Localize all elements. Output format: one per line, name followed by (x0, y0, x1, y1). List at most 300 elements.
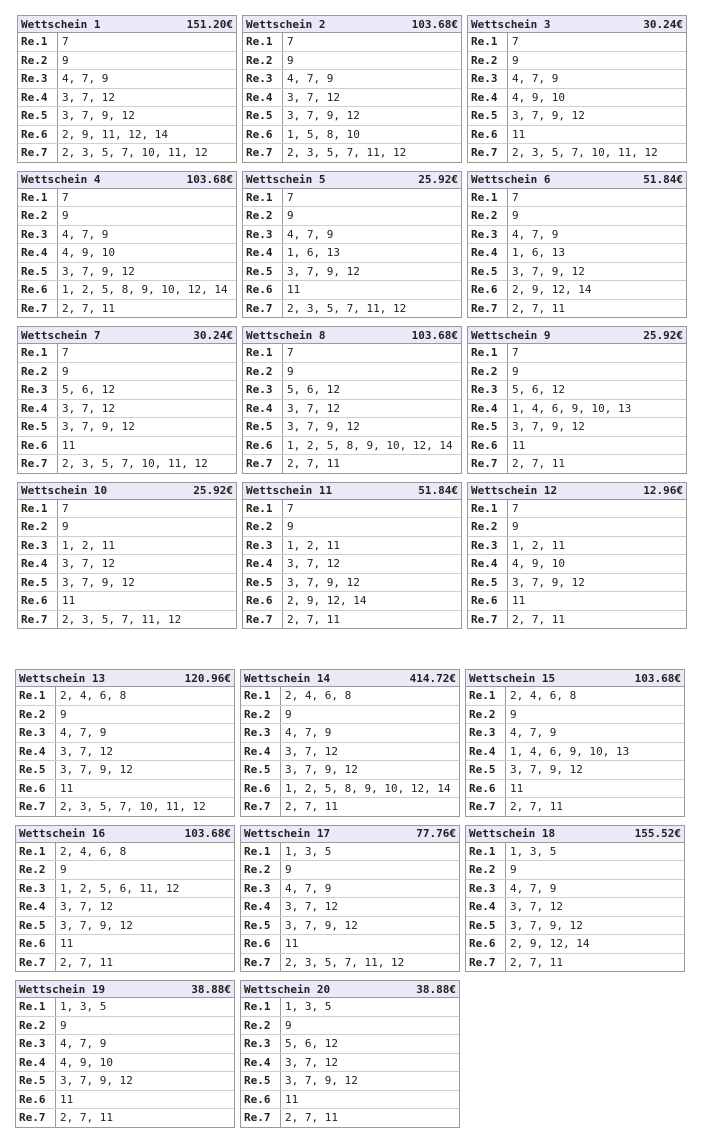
bet-row (18, 244, 236, 263)
bet-row (18, 611, 236, 629)
bet-row (241, 1054, 459, 1073)
race-label: Re.1 (18, 33, 58, 51)
race-selection: 3, 7, 9, 12 (60, 918, 133, 932)
race-label: Re.1 (468, 33, 508, 51)
bet-slip-card (242, 171, 462, 319)
race-label: Re.4 (241, 1054, 281, 1072)
bet-slip-card (17, 171, 237, 319)
bet-slip-card (15, 825, 235, 973)
race-label: Re.4 (468, 555, 508, 573)
bet-row (468, 381, 686, 400)
race-label: Re.6 (243, 592, 283, 610)
race-label: Re.6 (18, 126, 58, 144)
bet-row (241, 880, 459, 899)
race-selection: 1, 3, 5 (510, 844, 557, 858)
race-selection: 11 (285, 1092, 299, 1106)
bet-row (16, 1109, 234, 1127)
bet-row (241, 724, 459, 743)
bet-row (241, 898, 459, 917)
bet-row (243, 518, 461, 537)
race-label: Re.1 (243, 500, 283, 518)
bet-row (468, 418, 686, 437)
race-label: Re.4 (468, 400, 508, 418)
race-label: Re.4 (243, 244, 283, 262)
race-selection: 2, 7, 11 (285, 800, 338, 814)
race-label: Re.2 (241, 1017, 281, 1035)
bet-slip-title: Wettschein 19 (19, 982, 106, 996)
bet-row (243, 226, 461, 245)
race-selection: 3, 7, 9, 12 (510, 918, 583, 932)
bet-slip-header (243, 327, 461, 344)
bet-row (466, 743, 684, 762)
bet-slip-amount: 103.68€ (411, 17, 458, 31)
bet-slip-amount: 103.68€ (634, 671, 681, 685)
race-selection: 9 (287, 364, 294, 378)
race-selection: 3, 7, 9, 12 (512, 264, 585, 278)
race-selection: 7 (287, 35, 294, 49)
bet-row (243, 537, 461, 556)
race-selection: 11 (60, 937, 74, 951)
bet-row (243, 400, 461, 419)
race-label: Re.1 (18, 500, 58, 518)
race-label: Re.7 (243, 300, 283, 318)
race-label: Re.6 (243, 281, 283, 299)
bet-row (16, 1035, 234, 1054)
bet-row (243, 189, 461, 208)
bet-row (16, 898, 234, 917)
bet-slip-header (241, 981, 459, 998)
bet-row (16, 1054, 234, 1073)
bet-slip-header (18, 327, 236, 344)
bet-row (18, 144, 236, 162)
race-label: Re.1 (243, 33, 283, 51)
race-label: Re.2 (243, 363, 283, 381)
bet-slip-card (17, 326, 237, 474)
race-label: Re.2 (466, 861, 506, 879)
bet-slip-amount: 414.72€ (409, 671, 456, 685)
bet-row (468, 33, 686, 52)
bet-row (16, 935, 234, 954)
race-label: Re.3 (243, 381, 283, 399)
race-selection: 3, 7, 12 (62, 557, 115, 571)
bet-row (466, 780, 684, 799)
race-label: Re.1 (18, 344, 58, 362)
race-label: Re.5 (243, 574, 283, 592)
race-label: Re.4 (16, 898, 56, 916)
bet-row (466, 843, 684, 862)
bet-row (468, 226, 686, 245)
bet-row (241, 917, 459, 936)
race-label: Re.1 (243, 344, 283, 362)
race-selection: 7 (512, 190, 519, 204)
race-label: Re.3 (243, 226, 283, 244)
race-label: Re.6 (468, 126, 508, 144)
race-selection: 1, 2, 11 (287, 538, 340, 552)
race-label: Re.2 (468, 363, 508, 381)
race-label: Re.2 (243, 52, 283, 70)
bet-row (241, 1035, 459, 1054)
race-selection: 2, 7, 11 (512, 612, 565, 626)
bet-row (243, 207, 461, 226)
bet-row (468, 300, 686, 318)
bet-row (468, 555, 686, 574)
race-selection: 2, 3, 5, 7, 10, 11, 12 (62, 146, 208, 160)
bet-row (241, 954, 459, 972)
bet-row (16, 743, 234, 762)
race-selection: 2, 3, 5, 7, 11, 12 (287, 146, 407, 160)
bet-slip-card (465, 669, 685, 817)
race-label: Re.2 (241, 861, 281, 879)
race-selection: 3, 7, 9, 12 (287, 109, 360, 123)
bet-row (468, 244, 686, 263)
race-selection: 7 (512, 35, 519, 49)
race-selection: 9 (287, 53, 294, 67)
race-selection: 11 (60, 1092, 74, 1106)
bet-slip-title: Wettschein 13 (19, 671, 106, 685)
bet-slip-amount: 120.96€ (184, 671, 231, 685)
bet-row (243, 52, 461, 71)
race-selection: 2, 3, 5, 7, 10, 11, 12 (62, 457, 208, 471)
race-label: Re.6 (18, 281, 58, 299)
race-selection: 11 (62, 438, 76, 452)
race-selection: 4, 7, 9 (510, 726, 557, 740)
bet-row (18, 300, 236, 318)
race-label: Re.7 (18, 300, 58, 318)
bet-row (468, 363, 686, 382)
race-label: Re.5 (18, 574, 58, 592)
bet-row (466, 687, 684, 706)
race-selection: 11 (510, 781, 524, 795)
bet-row (16, 843, 234, 862)
race-label: Re.2 (18, 518, 58, 536)
bet-slip-amount: 103.68€ (186, 173, 233, 186)
bet-row (16, 861, 234, 880)
race-label: Re.3 (468, 226, 508, 244)
race-selection: 2, 4, 6, 8 (60, 689, 127, 703)
race-selection: 1, 3, 5 (285, 1000, 332, 1014)
bet-slip-header (18, 16, 236, 33)
race-selection: 9 (510, 707, 517, 721)
bet-row (16, 724, 234, 743)
race-label: Re.3 (468, 537, 508, 555)
race-label: Re.4 (468, 89, 508, 107)
race-selection: 3, 7, 9, 12 (62, 264, 135, 278)
race-label: Re.3 (16, 1035, 56, 1053)
bet-row (243, 300, 461, 318)
bet-row (466, 724, 684, 743)
bet-row (466, 706, 684, 725)
bet-slip-title: Wettschein 1 (21, 17, 101, 31)
race-selection: 2, 7, 11 (62, 301, 115, 315)
race-selection: 4, 7, 9 (60, 726, 107, 740)
bet-row (241, 706, 459, 725)
race-selection: 11 (285, 937, 299, 951)
bet-row (16, 706, 234, 725)
bet-slip-card (467, 482, 687, 630)
bet-slip-header (18, 172, 236, 189)
race-selection: 7 (62, 190, 69, 204)
race-label: Re.2 (18, 363, 58, 381)
bet-slip-card (242, 482, 462, 630)
race-selection: 3, 7, 12 (62, 401, 115, 415)
bet-slip-title: Wettschein 5 (246, 173, 326, 186)
race-selection: 3, 7, 9, 12 (62, 420, 135, 434)
bet-row (16, 998, 234, 1017)
bet-row (18, 500, 236, 519)
race-label: Re.2 (243, 518, 283, 536)
bet-slip-title: Wettschein 11 (246, 484, 333, 497)
race-label: Re.2 (16, 706, 56, 724)
race-label: Re.7 (243, 611, 283, 629)
bet-row (18, 518, 236, 537)
race-label: Re.6 (466, 935, 506, 953)
race-selection: 3, 7, 12 (285, 900, 338, 914)
race-label: Re.6 (468, 592, 508, 610)
race-selection: 9 (60, 1018, 67, 1032)
race-label: Re.3 (18, 381, 58, 399)
bet-slip-title: Wettschein 16 (19, 827, 106, 840)
bet-slip-grid-top (17, 15, 687, 626)
bet-row (243, 107, 461, 126)
bet-row (468, 537, 686, 556)
bet-slip-title: Wettschein 4 (21, 173, 101, 186)
race-label: Re.6 (18, 592, 58, 610)
bet-row (18, 592, 236, 611)
bet-slip-title: Wettschein 6 (471, 173, 551, 186)
race-selection: 4, 7, 9 (510, 881, 557, 895)
bet-row (18, 537, 236, 556)
bet-row (241, 743, 459, 762)
bet-slip-amount: 38.88€ (191, 982, 231, 996)
bet-slip-title: Wettschein 8 (246, 328, 326, 342)
race-label: Re.2 (468, 52, 508, 70)
bet-row (468, 144, 686, 162)
race-selection: 1, 5, 8, 10 (287, 127, 360, 141)
bet-row (18, 455, 236, 473)
race-label: Re.3 (468, 381, 508, 399)
bet-row (243, 418, 461, 437)
race-label: Re.3 (18, 537, 58, 555)
race-selection: 2, 4, 6, 8 (60, 844, 127, 858)
race-selection: 3, 7, 9, 12 (60, 763, 133, 777)
race-label: Re.4 (243, 400, 283, 418)
race-selection: 7 (287, 501, 294, 515)
bet-slip-title: Wettschein 12 (471, 484, 558, 497)
race-label: Re.7 (468, 611, 508, 629)
race-label: Re.4 (466, 898, 506, 916)
bet-row (241, 1017, 459, 1036)
race-label: Re.1 (241, 843, 281, 861)
race-selection: 11 (512, 594, 526, 608)
bet-slip-header (468, 16, 686, 33)
race-selection: 7 (287, 190, 294, 204)
race-selection: 2, 3, 5, 7, 10, 11, 12 (512, 146, 658, 160)
race-label: Re.5 (243, 107, 283, 125)
bet-row (466, 861, 684, 880)
race-selection: 9 (62, 364, 69, 378)
race-selection: 9 (285, 707, 292, 721)
race-label: Re.1 (243, 189, 283, 207)
bet-slip-title: Wettschein 7 (21, 328, 101, 342)
race-selection: 9 (60, 863, 67, 877)
bet-row (468, 189, 686, 208)
bet-slip-card (467, 15, 687, 163)
race-label: Re.6 (241, 935, 281, 953)
bet-row (468, 126, 686, 145)
race-selection: 3, 7, 9, 12 (60, 1074, 133, 1088)
bet-row (468, 518, 686, 537)
bet-slip-amount: 25.92€ (193, 484, 233, 497)
race-label: Re.7 (468, 455, 508, 473)
bet-slip-card (467, 171, 687, 319)
race-selection: 9 (512, 53, 519, 67)
bet-row (466, 898, 684, 917)
bet-row (468, 89, 686, 108)
bet-row (466, 880, 684, 899)
bet-row (241, 780, 459, 799)
race-selection: 9 (62, 520, 69, 534)
race-selection: 2, 3, 5, 7, 11, 12 (287, 301, 407, 315)
bet-row (468, 611, 686, 629)
race-selection: 11 (60, 781, 74, 795)
race-label: Re.1 (468, 500, 508, 518)
bet-slip-amount: 12.96€ (643, 484, 683, 497)
bet-row (18, 226, 236, 245)
race-label: Re.4 (18, 244, 58, 262)
bet-row (241, 861, 459, 880)
race-label: Re.6 (241, 780, 281, 798)
bet-row (468, 207, 686, 226)
bet-row (243, 33, 461, 52)
race-label: Re.5 (241, 761, 281, 779)
race-label: Re.7 (466, 798, 506, 816)
bet-row (18, 555, 236, 574)
race-selection: 3, 7, 12 (285, 1055, 338, 1069)
race-selection: 9 (512, 364, 519, 378)
race-selection: 1, 2, 11 (62, 538, 115, 552)
race-label: Re.7 (241, 798, 281, 816)
bet-row (18, 400, 236, 419)
bet-slip-card (467, 326, 687, 474)
race-label: Re.6 (243, 437, 283, 455)
bet-slip-card (240, 669, 460, 817)
race-label: Re.1 (466, 843, 506, 861)
race-selection: 1, 2, 11 (512, 538, 565, 552)
race-selection: 7 (62, 501, 69, 515)
race-selection: 9 (287, 209, 294, 223)
bet-row (243, 500, 461, 519)
bet-slip-title: Wettschein 14 (244, 671, 331, 685)
race-label: Re.2 (243, 207, 283, 225)
race-selection: 3, 7, 9, 12 (512, 575, 585, 589)
bet-row (243, 263, 461, 282)
race-selection: 2, 7, 11 (60, 1111, 113, 1125)
bet-row (243, 126, 461, 145)
race-selection: 3, 7, 12 (62, 90, 115, 104)
bet-slip-header (468, 483, 686, 500)
race-label: Re.3 (241, 880, 281, 898)
race-selection: 2, 7, 11 (510, 955, 563, 969)
bet-row (243, 574, 461, 593)
bet-slip-amount: 103.68€ (411, 328, 458, 342)
race-selection: 4, 9, 10 (512, 90, 565, 104)
race-selection: 1, 2, 5, 8, 9, 10, 12, 14 (285, 781, 451, 795)
bet-slip-header (243, 16, 461, 33)
race-selection: 2, 7, 11 (287, 612, 340, 626)
bet-row (16, 780, 234, 799)
bet-row (468, 592, 686, 611)
race-label: Re.1 (468, 344, 508, 362)
bet-row (468, 574, 686, 593)
bet-row (241, 798, 459, 816)
bet-row (241, 998, 459, 1017)
race-selection: 2, 4, 6, 8 (285, 689, 352, 703)
race-selection: 2, 4, 6, 8 (510, 689, 577, 703)
bet-row (16, 761, 234, 780)
race-selection: 1, 6, 13 (287, 246, 340, 260)
bet-slip-title: Wettschein 10 (21, 484, 108, 497)
bet-row (466, 935, 684, 954)
race-selection: 1, 2, 5, 6, 11, 12 (60, 881, 180, 895)
race-label: Re.1 (241, 687, 281, 705)
bet-row (18, 70, 236, 89)
race-selection: 3, 7, 9, 12 (62, 109, 135, 123)
race-selection: 3, 7, 9, 12 (287, 575, 360, 589)
bet-row (16, 687, 234, 706)
race-label: Re.7 (18, 144, 58, 162)
race-label: Re.1 (468, 189, 508, 207)
race-selection: 3, 7, 12 (287, 90, 340, 104)
race-label: Re.6 (466, 780, 506, 798)
bet-row (468, 281, 686, 300)
bet-row (18, 126, 236, 145)
bet-slip-card (465, 825, 685, 973)
bet-row (241, 843, 459, 862)
bet-row (243, 363, 461, 382)
race-label: Re.1 (466, 687, 506, 705)
race-selection: 3, 7, 9, 12 (512, 420, 585, 434)
bet-row (18, 189, 236, 208)
bet-slip-card (242, 15, 462, 163)
bet-slip-header (468, 172, 686, 189)
bet-slip-amount: 151.20€ (186, 17, 233, 31)
race-selection: 11 (512, 127, 526, 141)
bet-row (241, 687, 459, 706)
race-selection: 4, 7, 9 (285, 881, 332, 895)
race-selection: 1, 6, 13 (512, 246, 565, 260)
race-label: Re.3 (16, 880, 56, 898)
race-label: Re.4 (468, 244, 508, 262)
bet-slip-card (17, 15, 237, 163)
race-label: Re.4 (16, 743, 56, 761)
bet-slip-header (243, 483, 461, 500)
bet-slip-header (16, 826, 234, 843)
race-label: Re.3 (243, 537, 283, 555)
race-label: Re.4 (241, 898, 281, 916)
race-selection: 11 (512, 438, 526, 452)
bet-row (243, 455, 461, 473)
bet-slip-card (240, 980, 460, 1128)
race-label: Re.7 (18, 455, 58, 473)
bet-row (18, 574, 236, 593)
race-label: Re.4 (18, 555, 58, 573)
bet-slip-amount: 30.24€ (643, 17, 683, 31)
bet-slip-amount: 25.92€ (643, 328, 683, 342)
race-selection: 3, 7, 12 (285, 744, 338, 758)
bet-row (16, 798, 234, 816)
race-selection: 4, 7, 9 (285, 726, 332, 740)
bet-row (16, 1091, 234, 1110)
